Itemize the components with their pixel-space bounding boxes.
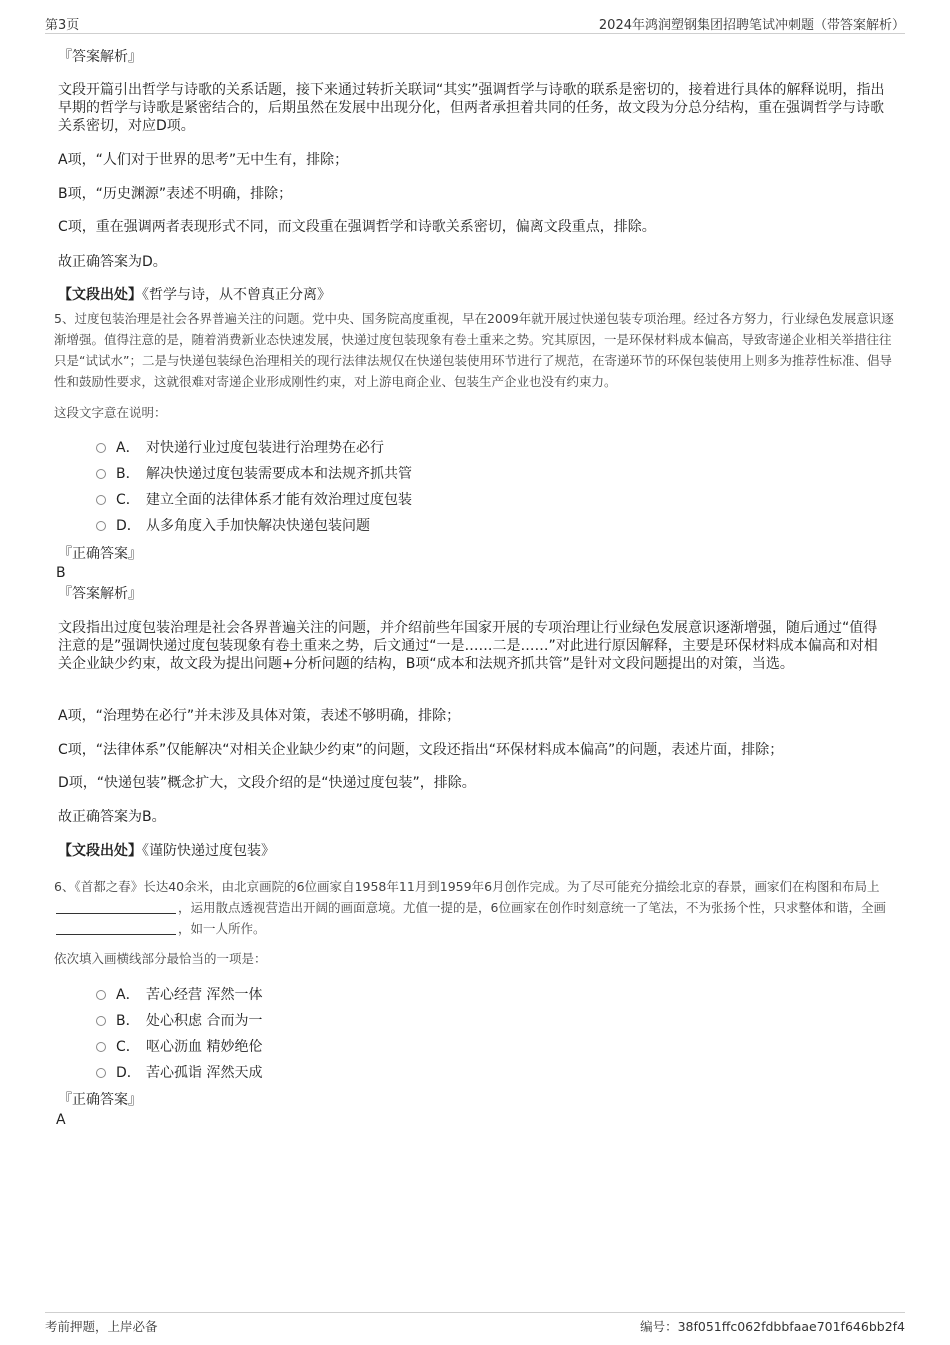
q4-analysis-text: 文段开篇引出哲学与诗歌的关系话题，接下来通过转折关联词“其实”强调哲学与诗歌的联系是密切的，接着进行具体的解释说明，指出早期的哲学与诗歌是紧密结合的，后期虽然在发展中出现分化，但两者承担着共同的任务，故文段为分总分结构，重在强调哲学与诗歌关系密切，对应D项。 xyxy=(58,82,885,134)
q5-option-c-analysis: C项，“法律体系”仅能解决“对相关企业缺少约束”的问题，文段还指出“环保材料成本偏高”的问题，表述片面，排除； xyxy=(58,742,784,758)
q5-conclusion: 故正确答案为B。 xyxy=(58,809,166,825)
radio-icon[interactable] xyxy=(96,1016,106,1026)
q6-option-b[interactable]: B． 处心积虑 合而为一 xyxy=(96,1012,262,1030)
blank-1 xyxy=(56,901,176,914)
q6-question: 依次填入画横线部分最恰当的一项是： xyxy=(54,951,267,966)
q5-answer-label: 『正确答案』 xyxy=(58,546,142,562)
q4-source-title: 《哲学与诗，从不曾真正分离》 xyxy=(142,287,331,303)
q5-option-b[interactable]: B． 解决快递过度包装需要成本和法规齐抓共管 xyxy=(96,465,412,483)
q6-stem: 6、《首都之春》长达40余米，由北京画院的6位画家自1958年11月到1959年6月创作完成。为了尽可能充分描绘北京的春景，画家们在构图和布局上，运用散点透视营造出开阔的画面意境。尤值一提的是，6位画家在创作时刻意统一了笔法，不为张扬个性，只求整体和谐，全画，如一人所作。 xyxy=(54,879,886,936)
q5-question: 这段文字意在说明： xyxy=(54,405,167,420)
q6-option-d[interactable]: D． 苦心孤诣 浑然天成 xyxy=(96,1064,262,1082)
page-header xyxy=(45,14,905,34)
q4-option-c-analysis: C项，重在强调两者表现形式不同，而文段重在强调哲学和诗歌关系密切，偏离文段重点，排除。 xyxy=(58,219,656,235)
q6-answer-label: 『正确答案』 xyxy=(58,1092,142,1108)
q5-option-a[interactable]: A． 对快递行业过度包装进行治理势在必行 xyxy=(96,439,384,457)
q5-answer: B xyxy=(56,565,66,581)
document-title: 2024年鸿润塑钢集团招聘笔试冲刺题（带答案解析） xyxy=(598,18,905,33)
q5-analysis-label: 『答案解析』 xyxy=(58,586,142,602)
footer-slogan: 考前押题，上岸必备 xyxy=(45,1319,158,1334)
q5-source-title: 《谨防快递过度包装》 xyxy=(142,843,275,859)
q5-option-d-analysis: D项，“快递包装”概念扩大，文段介绍的是“快递过度包装”，排除。 xyxy=(58,775,476,791)
q5-source-label: 【文段出处】 xyxy=(58,843,142,859)
q6-option-a[interactable]: A． 苦心经营 浑然一体 xyxy=(96,986,262,1004)
page-number: 第3页 xyxy=(45,18,80,33)
radio-icon[interactable] xyxy=(96,469,106,479)
q5-source xyxy=(58,842,890,860)
q5-analysis-text: 文段指出过度包装治理是社会各界普遍关注的问题，并介绍前些年国家开展的专项治理让行业绿色发展意识逐渐增强，随后通过“值得注意的是”强调快递过度包装现象有卷土重来之势，后文通过“一是……二是……”对此进行原因解释，主要是环保材料成本偏高和对相关企业缺少约束，故文段为提出问题+分析问题的结构，B项“成本和法规齐抓共管”是针对文段问题提出的对策，当选。 xyxy=(58,620,878,672)
q6-answer: A xyxy=(56,1112,66,1128)
q4-option-a-analysis: A项，“人们对于世界的思考”无中生有，排除； xyxy=(58,152,349,168)
radio-icon[interactable] xyxy=(96,990,106,1000)
q4-analysis-label: 『答案解析』 xyxy=(58,49,142,65)
q5-stem: 5、过度包装治理是社会各界普遍关注的问题。党中央、国务院高度重视，早在2009年就开展过快递包装专项治理。经过各方努力，行业绿色发展意识逐渐增强。值得注意的是，随着消费新业态快速发展，快递过度包装现象有卷土重来之势。究其原因，一是环保材料成本偏高，导致寄递企业相关举措往往只是“试试水”；二是与快递包装绿色治理相关的现行法律法规仅在快递包装使用环节进行了规范，在寄递环节的环保包装使用上则多为推荐性标准、倡导性和鼓励性要求，这就很难对寄递企业形成刚性约束，对上游电商企业、包装生产企业也没有约束力。 xyxy=(54,311,894,389)
radio-icon[interactable] xyxy=(96,521,106,531)
page-footer xyxy=(45,1312,905,1337)
q4-option-b-analysis: B项，“历史渊源”表述不明确，排除； xyxy=(58,186,293,202)
q5-option-d[interactable]: D． 从多角度入手加快解决快递包装问题 xyxy=(96,517,370,535)
radio-icon[interactable] xyxy=(96,1068,106,1078)
q4-source xyxy=(58,286,890,304)
q4-conclusion: 故正确答案为D。 xyxy=(58,254,167,270)
radio-icon[interactable] xyxy=(96,443,106,453)
q5-option-c[interactable]: C． 建立全面的法律体系才能有效治理过度包装 xyxy=(96,491,412,509)
blank-2 xyxy=(56,922,176,935)
radio-icon[interactable] xyxy=(96,1042,106,1052)
radio-icon[interactable] xyxy=(96,495,106,505)
q6-option-c[interactable]: C． 呕心沥血 精妙绝伦 xyxy=(96,1038,262,1056)
q5-option-a-analysis: A项，“治理势在必行”并未涉及具体对策，表述不够明确，排除； xyxy=(58,708,461,724)
q4-source-label: 【文段出处】 xyxy=(58,287,142,303)
document-code: 编号：38f051ffc062fdbbfaae701f646bb2f4 xyxy=(640,1319,905,1334)
